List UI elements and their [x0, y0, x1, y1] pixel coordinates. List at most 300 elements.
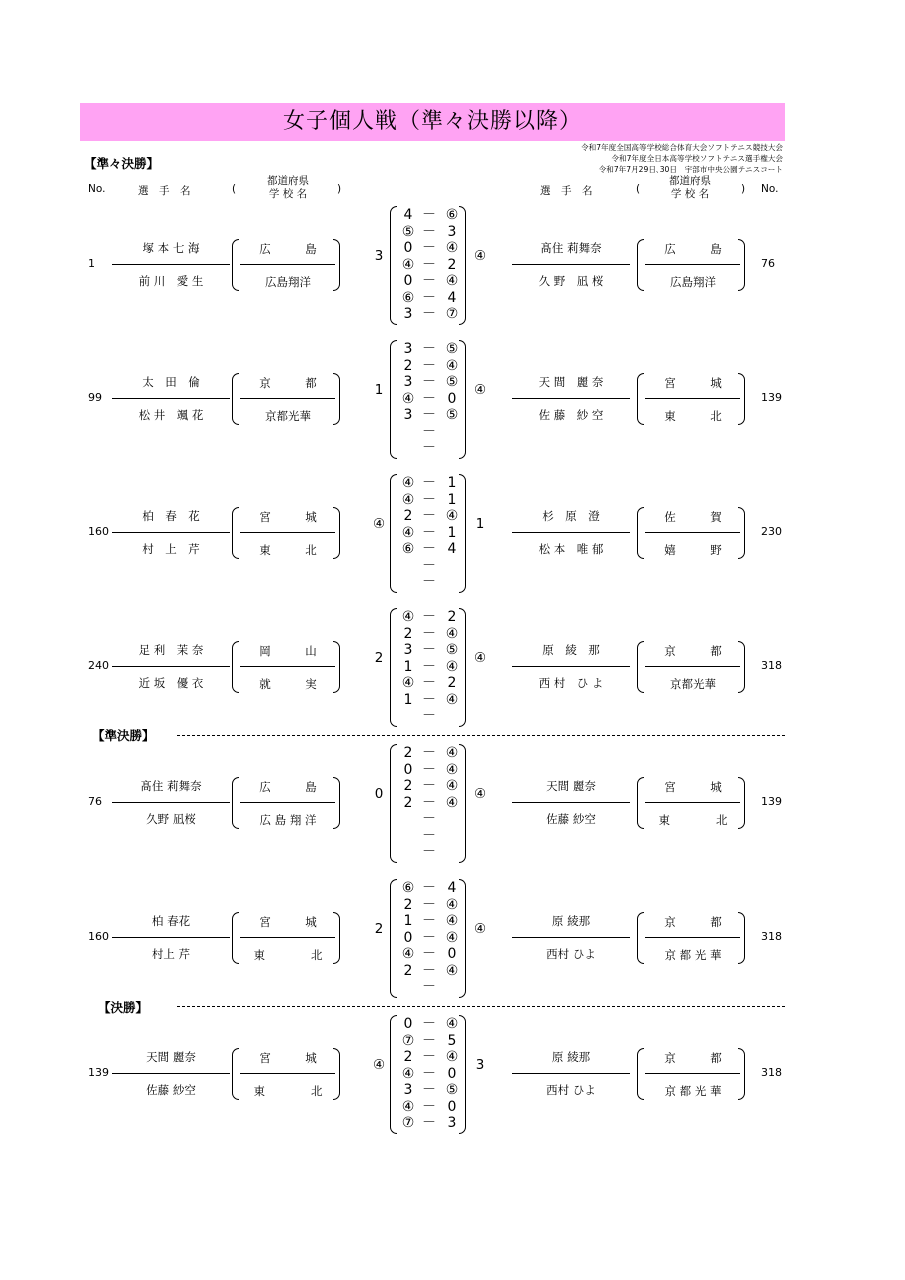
game-score-row	[392, 963, 472, 980]
player-name-left-2: 佐藤 紗空	[146, 1083, 196, 1097]
prefecture-left: 広 島	[259, 242, 317, 256]
game-score-left: 0	[403, 1016, 413, 1032]
game-score-row	[392, 626, 472, 643]
game-score-left: 3	[403, 374, 413, 390]
score-lines	[392, 207, 472, 323]
player-number-left: 139	[88, 1066, 109, 1079]
school-left: 東 北	[259, 543, 317, 557]
game-score-right: ④	[445, 357, 459, 374]
game-score-left: ④	[401, 946, 415, 962]
bracket-left-open	[232, 239, 239, 291]
game-score-row	[392, 795, 472, 812]
score-dash: －	[422, 390, 436, 407]
game-score-right: ④	[445, 691, 459, 708]
game-score-left: 2	[403, 778, 413, 794]
score-dash: －	[422, 1016, 436, 1032]
score-dash: －	[422, 642, 436, 658]
game-score-right: 5	[447, 1032, 457, 1049]
prefecture-right: 佐 賀	[664, 510, 722, 524]
player-name-right-1: 天間 麗奈	[546, 779, 596, 793]
game-score-right: 0	[447, 946, 457, 962]
score-dash: －	[422, 962, 436, 979]
score-dash: －	[422, 880, 436, 896]
score-dash: －	[422, 844, 436, 860]
game-score-left: ⑥	[401, 289, 415, 306]
game-score-right: 2	[447, 256, 457, 273]
game-score-left: 3	[403, 306, 413, 322]
game-score-left: 0	[403, 761, 413, 778]
prefecture-left: 宮 城	[259, 915, 317, 929]
score-dash: －	[422, 207, 436, 223]
game-score-left: 4	[403, 207, 413, 223]
game-score-left: ⑦	[401, 1032, 415, 1049]
game-score-row	[392, 762, 472, 779]
bracket-right-open	[637, 641, 644, 693]
game-score-row	[392, 979, 472, 996]
game-score-right: ⑤	[445, 1082, 459, 1098]
game-score-row	[392, 913, 472, 930]
game-score-left: 0	[403, 273, 413, 289]
player-number-left: 1	[88, 257, 95, 270]
score-lines	[392, 609, 472, 725]
player-number-left: 99	[88, 391, 102, 404]
game-score-left: 2	[403, 896, 413, 913]
player-name-left-1: 柏 春花	[151, 914, 191, 928]
pref-divider-right	[645, 937, 740, 938]
game-score-row	[392, 475, 472, 492]
score-dash: －	[422, 423, 436, 440]
game-score-left: 1	[403, 913, 413, 929]
game-score-row	[392, 642, 472, 659]
header-prefecture-right	[645, 175, 735, 201]
header-player-name-right: 選 手 名	[540, 185, 593, 197]
pair-divider-right	[512, 532, 630, 533]
games-won-left: 0	[374, 786, 384, 802]
header-school-label: 学 校 名	[268, 188, 308, 200]
player-name-right-2: 松 本 唯 郁	[538, 542, 604, 556]
score-dash: －	[422, 929, 436, 946]
pref-divider-left	[240, 937, 335, 938]
game-score-right: ⑤	[445, 407, 459, 423]
player-name-left-2: 近 坂 優 衣	[138, 676, 204, 690]
games-won-left: 2	[374, 650, 384, 666]
header-paren-open-right: (	[636, 183, 641, 195]
school-left: 東 北	[253, 1084, 323, 1098]
game-score-row	[392, 708, 472, 725]
pref-divider-right	[645, 264, 740, 265]
game-score-left: 2	[403, 508, 413, 524]
school-left: 京都光華	[265, 409, 311, 423]
player-name-left-1: 天間 麗奈	[146, 1050, 196, 1064]
games-won-left: 2	[374, 921, 384, 937]
title-band	[80, 103, 785, 141]
score-dash: －	[422, 675, 436, 691]
score-dash: －	[422, 541, 436, 557]
game-score-row	[392, 946, 472, 963]
player-number-left: 160	[88, 930, 109, 943]
player-number-right: 230	[761, 525, 782, 538]
game-score-row	[392, 1115, 472, 1132]
pair-divider-left	[112, 666, 230, 667]
game-score-left: ④	[401, 1065, 415, 1082]
prefecture-right: 宮 城	[664, 780, 722, 794]
game-score-row	[392, 659, 472, 676]
prefecture-left: 岡 山	[259, 644, 317, 658]
score-dash: －	[422, 1065, 436, 1082]
pair-divider-right	[512, 937, 630, 938]
score-dash: －	[422, 374, 436, 390]
game-score-row	[392, 1066, 472, 1083]
section-label-semifinal: 【準決勝】	[92, 728, 155, 743]
game-score-right: 4	[447, 880, 457, 896]
games-won-left: 3	[374, 248, 384, 264]
score-dash: －	[422, 1032, 436, 1049]
game-score-right: ④	[445, 761, 459, 778]
pair-divider-right	[512, 666, 630, 667]
game-score-row	[392, 1082, 472, 1099]
game-score-row	[392, 811, 472, 828]
score-dash: －	[422, 708, 436, 724]
player-name-right-1: 天 間 麗 奈	[538, 375, 604, 389]
games-won-right: 3	[475, 1057, 485, 1073]
pair-divider-left	[112, 937, 230, 938]
score-dash: －	[422, 913, 436, 929]
score-dash: －	[422, 778, 436, 794]
score-dash: －	[422, 1098, 436, 1115]
score-dash: －	[422, 625, 436, 642]
game-score-row	[392, 897, 472, 914]
pair-divider-left	[112, 398, 230, 399]
player-name-left-2: 松 井 颯 花	[138, 408, 204, 422]
game-score-left: ④	[401, 524, 415, 541]
game-score-row	[392, 492, 472, 509]
game-score-row	[392, 558, 472, 575]
game-score-row	[392, 930, 472, 947]
school-right: 東 北	[658, 813, 728, 827]
prefecture-right: 京 都	[664, 644, 722, 658]
prefecture-left: 広 島	[259, 780, 317, 794]
game-score-row	[392, 374, 472, 391]
score-dash: －	[422, 794, 436, 811]
game-score-right: ④	[445, 929, 459, 946]
score-dash: －	[422, 827, 436, 844]
header-paren-open-left: (	[232, 183, 237, 195]
game-score-row	[392, 358, 472, 375]
game-score-left: 0	[403, 929, 413, 946]
game-score-row	[392, 290, 472, 307]
player-number-right: 318	[761, 930, 782, 943]
bracket-right-open	[637, 1048, 644, 1100]
game-score-right: ④	[445, 778, 459, 794]
game-score-left: ④	[401, 256, 415, 273]
header-prefecture-left	[243, 175, 333, 201]
game-score-left: 0	[403, 240, 413, 256]
player-name-left-2: 村上 芹	[151, 947, 191, 961]
bracket-left-open	[232, 1048, 239, 1100]
bracket-right-open	[637, 373, 644, 425]
prefecture-right: 京 都	[664, 1051, 722, 1065]
pref-divider-left	[240, 802, 335, 803]
game-score-row	[392, 1033, 472, 1050]
game-score-right: ⑦	[445, 306, 459, 322]
game-score-right: ④	[445, 273, 459, 289]
player-name-right-1: 原 綾那	[551, 1050, 591, 1064]
game-score-row	[392, 1049, 472, 1066]
school-left: 就 実	[259, 677, 317, 691]
bracket-right-open	[637, 239, 644, 291]
pair-divider-left	[112, 532, 230, 533]
school-right: 東 北	[664, 409, 722, 423]
player-name-right-2: 佐藤 紗空	[546, 812, 596, 826]
game-score-row	[392, 880, 472, 897]
game-score-right: 3	[447, 223, 457, 240]
score-dash: －	[422, 1115, 436, 1131]
game-score-right: ④	[445, 508, 459, 524]
score-dash: －	[422, 273, 436, 289]
game-score-right: ⑤	[445, 642, 459, 658]
game-score-row	[392, 306, 472, 323]
game-score-left: 2	[403, 1049, 413, 1065]
pair-divider-left	[112, 1073, 230, 1074]
pref-divider-right	[645, 398, 740, 399]
player-name-right-2: 西 村 ひ よ	[538, 676, 604, 690]
game-score-right: 2	[447, 609, 457, 625]
game-score-left: ⑥	[401, 880, 415, 896]
header-prefecture-label: 都道府県	[669, 175, 711, 187]
header-player-name-left: 選 手 名	[138, 185, 191, 197]
header-no-left: No.	[88, 183, 106, 195]
games-won-left: ④	[372, 516, 386, 532]
score-dash: －	[422, 761, 436, 778]
section-divider	[177, 1006, 785, 1007]
bracket-right-open	[637, 777, 644, 829]
game-score-right: ④	[445, 962, 459, 979]
game-score-right: 1	[447, 524, 457, 541]
game-score-left: ④	[401, 390, 415, 407]
score-dash: －	[422, 979, 436, 995]
player-name-right-1: 原 綾那	[551, 914, 591, 928]
pair-divider-right	[512, 1073, 630, 1074]
bracket-left-open	[232, 373, 239, 425]
game-score-right: ⑤	[445, 341, 459, 357]
score-dash: －	[422, 240, 436, 256]
player-name-left-1: 塚 本 七 海	[142, 241, 200, 255]
score-dash: －	[422, 491, 436, 508]
game-score-row	[392, 675, 472, 692]
score-dash: －	[422, 557, 436, 574]
game-score-row	[392, 391, 472, 408]
player-name-right-2: 西村 ひよ	[546, 1083, 596, 1097]
game-score-left: 3	[403, 341, 413, 357]
prefecture-right: 広 島	[664, 242, 722, 256]
score-dash: －	[422, 256, 436, 273]
game-score-left: 2	[403, 357, 413, 374]
game-score-right: ④	[445, 896, 459, 913]
game-score-left: 2	[403, 962, 413, 979]
score-dash: －	[422, 658, 436, 675]
player-name-right-1: 杉 原 澄	[542, 509, 600, 523]
player-name-left-2: 前 川 愛 生	[138, 274, 204, 288]
score-dash: －	[422, 524, 436, 541]
pair-divider-right	[512, 398, 630, 399]
game-score-left: 3	[403, 407, 413, 423]
game-score-right: 1	[447, 475, 457, 491]
games-won-right: ④	[473, 248, 487, 264]
game-score-right: ④	[445, 745, 459, 761]
bracket-left-open	[232, 507, 239, 559]
player-name-right-2: 久 野 凪 桜	[538, 274, 604, 288]
games-won-right: ④	[473, 650, 487, 666]
score-lines	[392, 880, 472, 996]
pref-divider-left	[240, 264, 335, 265]
games-won-right: 1	[475, 516, 485, 532]
player-number-right: 318	[761, 1066, 782, 1079]
pair-divider-right	[512, 264, 630, 265]
bracket-right-open	[637, 912, 644, 964]
pair-divider-left	[112, 264, 230, 265]
games-won-left: 1	[374, 382, 384, 398]
score-dash: －	[422, 609, 436, 625]
score-dash: －	[422, 896, 436, 913]
score-dash: －	[422, 1049, 436, 1065]
score-dash: －	[422, 407, 436, 423]
pref-divider-left	[240, 666, 335, 667]
game-score-right: ④	[445, 1016, 459, 1032]
bracket-left-open	[232, 912, 239, 964]
game-score-row	[392, 240, 472, 257]
header-no-right: No.	[761, 183, 779, 195]
games-won-right: ④	[473, 382, 487, 398]
score-dash: －	[422, 508, 436, 524]
score-dash: －	[422, 811, 436, 827]
score-dash: －	[422, 946, 436, 962]
game-score-row	[392, 1016, 472, 1033]
header-paren-close-right: )	[741, 183, 746, 195]
score-dash: －	[422, 574, 436, 590]
game-score-row	[392, 844, 472, 861]
section-label-final: 【決勝】	[98, 1000, 149, 1015]
game-score-right: 1	[447, 491, 457, 508]
player-name-left-1: 髙住 莉舞奈	[140, 779, 202, 793]
player-number-left: 76	[88, 795, 102, 808]
score-dash: －	[422, 691, 436, 708]
game-score-row	[392, 778, 472, 795]
score-dash: －	[422, 289, 436, 306]
section-divider	[177, 735, 785, 736]
game-score-right: ④	[445, 658, 459, 675]
score-lines	[392, 1016, 472, 1132]
game-score-row	[392, 273, 472, 290]
pair-divider-left	[112, 802, 230, 803]
pref-divider-right	[645, 532, 740, 533]
game-score-left: ④	[401, 491, 415, 508]
score-dash: －	[422, 306, 436, 322]
school-right: 京 都 光 華	[664, 948, 722, 962]
header-paren-close-left: )	[337, 183, 342, 195]
games-won-right: ④	[473, 921, 487, 937]
game-score-row	[392, 440, 472, 457]
prefecture-right: 京 都	[664, 915, 722, 929]
game-score-left: 1	[403, 658, 413, 675]
game-score-left: ④	[401, 609, 415, 625]
score-dash: －	[422, 475, 436, 491]
game-score-left: 3	[403, 1082, 413, 1098]
game-score-row	[392, 407, 472, 424]
game-score-row	[392, 341, 472, 358]
score-lines	[392, 745, 472, 861]
game-score-row	[392, 574, 472, 591]
player-name-left-2: 村 上 芹	[142, 542, 200, 556]
player-name-left-2: 久野 凪桜	[146, 812, 196, 826]
school-right: 京 都 光 華	[664, 1084, 722, 1098]
game-score-right: ⑥	[445, 207, 459, 223]
game-score-right: 0	[447, 1065, 457, 1082]
tournament-info-line-3: 令和7年7月29日､30日 宇部市中央公園テニスコート	[598, 165, 783, 174]
player-number-right: 139	[761, 795, 782, 808]
section-label-quarterfinal: 【準々決勝】	[84, 156, 160, 171]
prefecture-left: 京 都	[259, 376, 317, 390]
player-name-right-1: 髙住 莉舞奈	[540, 241, 602, 255]
game-score-left: ④	[401, 675, 415, 691]
player-name-left-1: 太 田 倫	[142, 375, 200, 389]
game-score-left: 3	[403, 642, 413, 658]
school-left: 広島翔洋	[265, 275, 311, 289]
prefecture-left: 宮 城	[259, 510, 317, 524]
game-score-right: 4	[447, 541, 457, 557]
game-score-right: 2	[447, 675, 457, 691]
score-dash: －	[422, 223, 436, 240]
pref-divider-left	[240, 398, 335, 399]
player-name-right-1: 原 綾 那	[542, 643, 600, 657]
school-right: 嬉 野	[664, 543, 722, 557]
player-number-right: 139	[761, 391, 782, 404]
game-score-row	[392, 541, 472, 558]
bracket-left-open	[232, 777, 239, 829]
score-dash: －	[422, 440, 436, 456]
game-score-left: 1	[403, 691, 413, 708]
game-score-row	[392, 692, 472, 709]
games-won-left: ④	[372, 1057, 386, 1073]
player-number-left: 160	[88, 525, 109, 538]
game-score-row	[392, 424, 472, 441]
score-dash: －	[422, 357, 436, 374]
pref-divider-right	[645, 1073, 740, 1074]
pref-divider-right	[645, 666, 740, 667]
score-lines	[392, 475, 472, 591]
game-score-row	[392, 224, 472, 241]
score-dash: －	[422, 1082, 436, 1098]
bracket-right-open	[637, 507, 644, 559]
player-number-right: 76	[761, 257, 775, 270]
pair-divider-right	[512, 802, 630, 803]
bracket-left-open	[232, 641, 239, 693]
game-score-left: ⑤	[401, 223, 415, 240]
pref-divider-right	[645, 802, 740, 803]
game-score-row	[392, 828, 472, 845]
player-name-right-2: 西村 ひよ	[546, 947, 596, 961]
school-right: 京都光華	[670, 677, 716, 691]
school-left: 東 北	[253, 948, 323, 962]
score-lines	[392, 341, 472, 457]
game-score-left: ④	[401, 1098, 415, 1115]
game-score-row	[392, 609, 472, 626]
tournament-info-line-1: 令和7年度全国高等学校総合体育大会ソフトテニス競技大会	[581, 143, 783, 152]
game-score-row	[392, 1099, 472, 1116]
game-score-row	[392, 525, 472, 542]
game-score-right: ④	[445, 625, 459, 642]
game-score-left: 2	[403, 625, 413, 642]
header-prefecture-label: 都道府県	[267, 175, 309, 187]
